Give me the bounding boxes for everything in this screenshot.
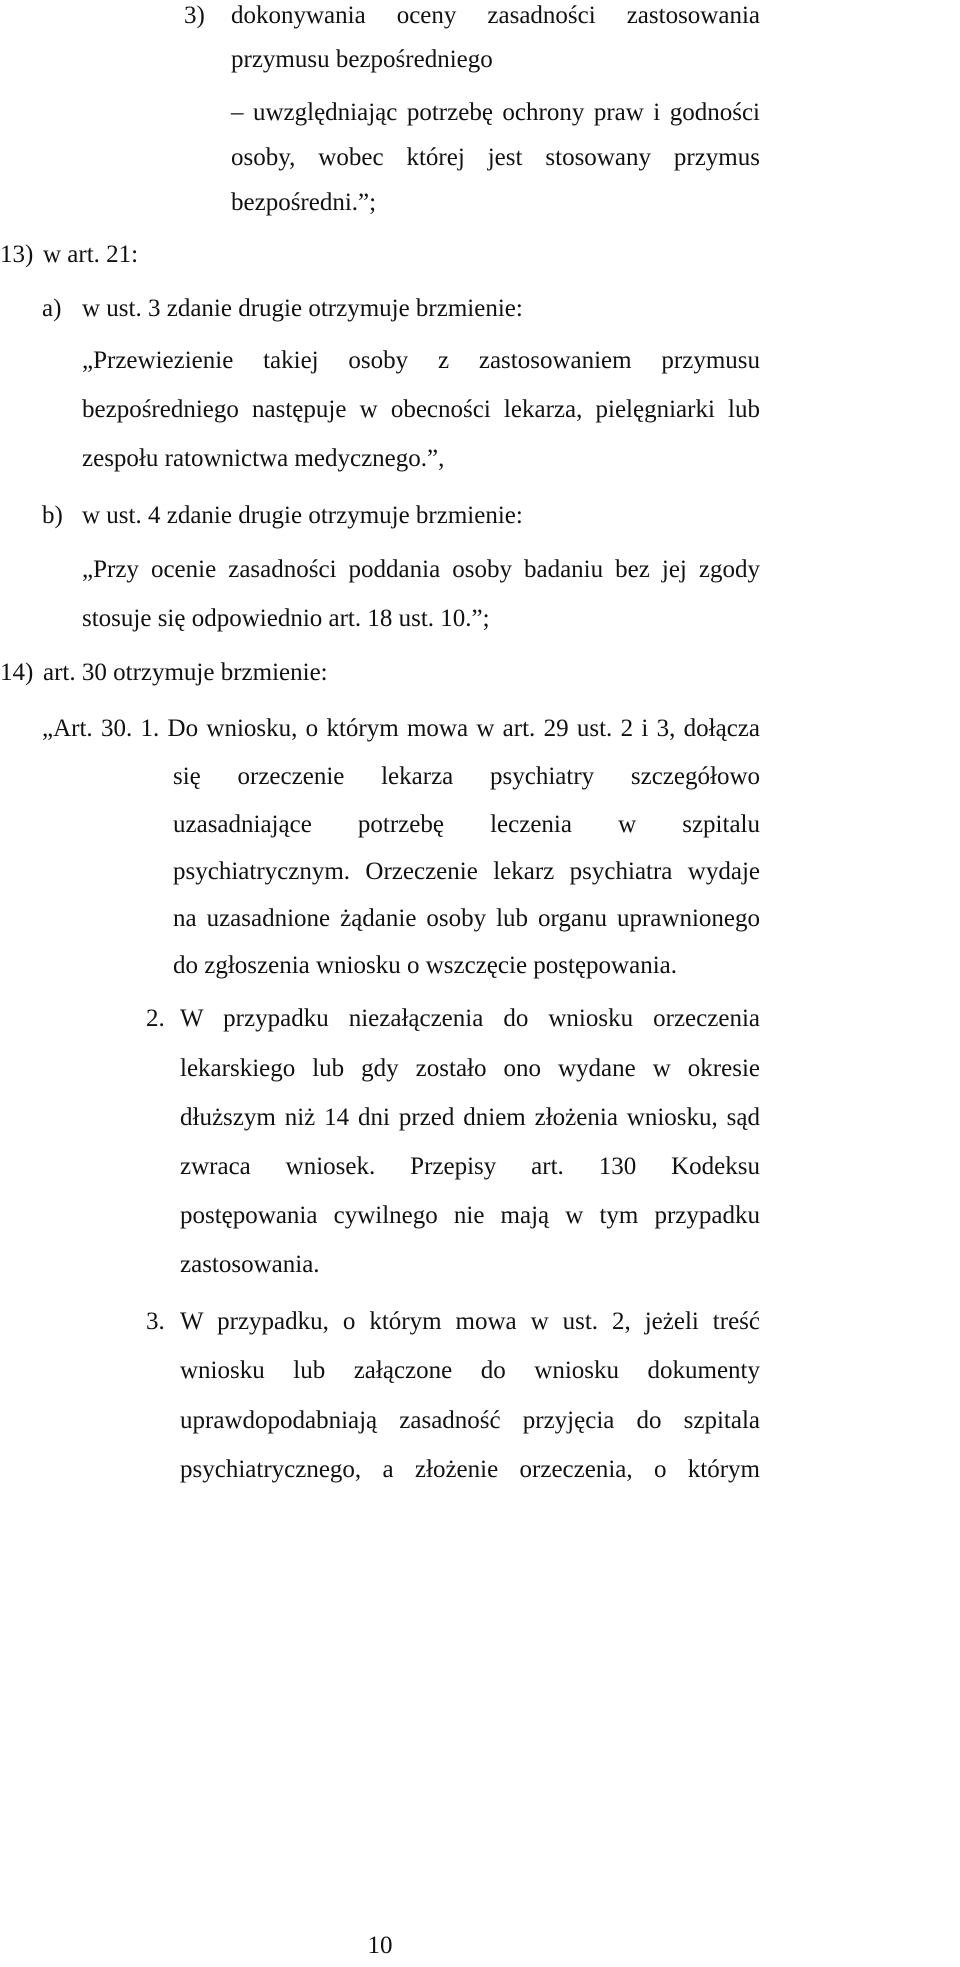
list-marker: 14)	[0, 659, 34, 686]
text-line: „Przewiezienie takiej osoby z zastosowaniem przymusu	[82, 347, 760, 374]
text-line: przymusu bezpośredniego	[231, 46, 493, 73]
text-line: bezpośredniego następuje w obecności lekarza, pielęgniarki lub	[82, 396, 760, 423]
text-line: w ust. 3 zdanie drugie otrzymuje brzmienie:	[82, 295, 523, 322]
text-line: zastosowania.	[180, 1251, 320, 1278]
list-marker: 2.	[146, 1005, 165, 1032]
list-marker: 13)	[0, 241, 34, 268]
text-line: w art. 21:	[43, 241, 139, 268]
text-line: postępowania cywilnego nie mają w tym przypadku	[180, 1202, 760, 1229]
text-line: „Art. 30. 1. Do wniosku, o którym mowa w art. 29 ust. 2 i 3, dołącza	[42, 715, 760, 742]
list-marker: a)	[42, 295, 62, 322]
text-line: zwraca wniosek. Przepisy art. 130 Kodeksu	[180, 1153, 760, 1180]
text-line: w ust. 4 zdanie drugie otrzymuje brzmienie:	[82, 502, 523, 529]
text-line: na uzasadnione żądanie osoby lub organu uprawnionego	[173, 905, 760, 932]
text-line: psychiatrycznym. Orzeczenie lekarz psychiatra wydaje	[173, 858, 760, 885]
page-number: 10	[367, 1932, 393, 1959]
list-marker: 3)	[184, 2, 205, 29]
text-line: osoby, wobec której jest stosowany przymus	[231, 144, 760, 171]
text-line: się orzeczenie lekarza psychiatry szczegółowo	[173, 763, 760, 790]
text-line: psychiatrycznego, a złożenie orzeczenia, o którym	[180, 1456, 760, 1483]
list-marker: b)	[42, 502, 63, 529]
text-line: dokonywania oceny zasadności zastosowania	[231, 2, 760, 29]
text-line: stosuje się odpowiednio art. 18 ust. 10.”;	[82, 605, 490, 632]
text-line: lekarskiego lub gdy zostało ono wydane w okresie	[180, 1055, 760, 1082]
text-line: uzasadniające potrzebę leczenia w szpitalu	[173, 811, 760, 838]
text-line: uprawdopodabniają zasadność przyjęcia do szpitala	[180, 1407, 760, 1434]
text-line: zespołu ratownictwa medycznego.”,	[82, 445, 445, 472]
text-line: wniosku lub załączone do wniosku dokumenty	[180, 1357, 760, 1384]
text-line: W przypadku, o którym mowa w ust. 2, jeżeli treść	[180, 1308, 760, 1335]
text-line: – uwzględniając potrzebę ochrony praw i godności	[231, 99, 760, 126]
text-line: art. 30 otrzymuje brzmienie:	[43, 659, 328, 686]
text-line: dłuższym niż 14 dni przed dniem złożenia wniosku, sąd	[180, 1104, 760, 1131]
text-line: W przypadku niezałączenia do wniosku orzeczenia	[180, 1005, 760, 1032]
text-line: „Przy ocenie zasadności poddania osoby badaniu bez jej zgody	[82, 556, 760, 583]
list-marker: 3.	[146, 1308, 165, 1335]
text-line: bezpośredni.”;	[231, 189, 377, 216]
text-line: do zgłoszenia wniosku o wszczęcie postępowania.	[173, 952, 678, 979]
